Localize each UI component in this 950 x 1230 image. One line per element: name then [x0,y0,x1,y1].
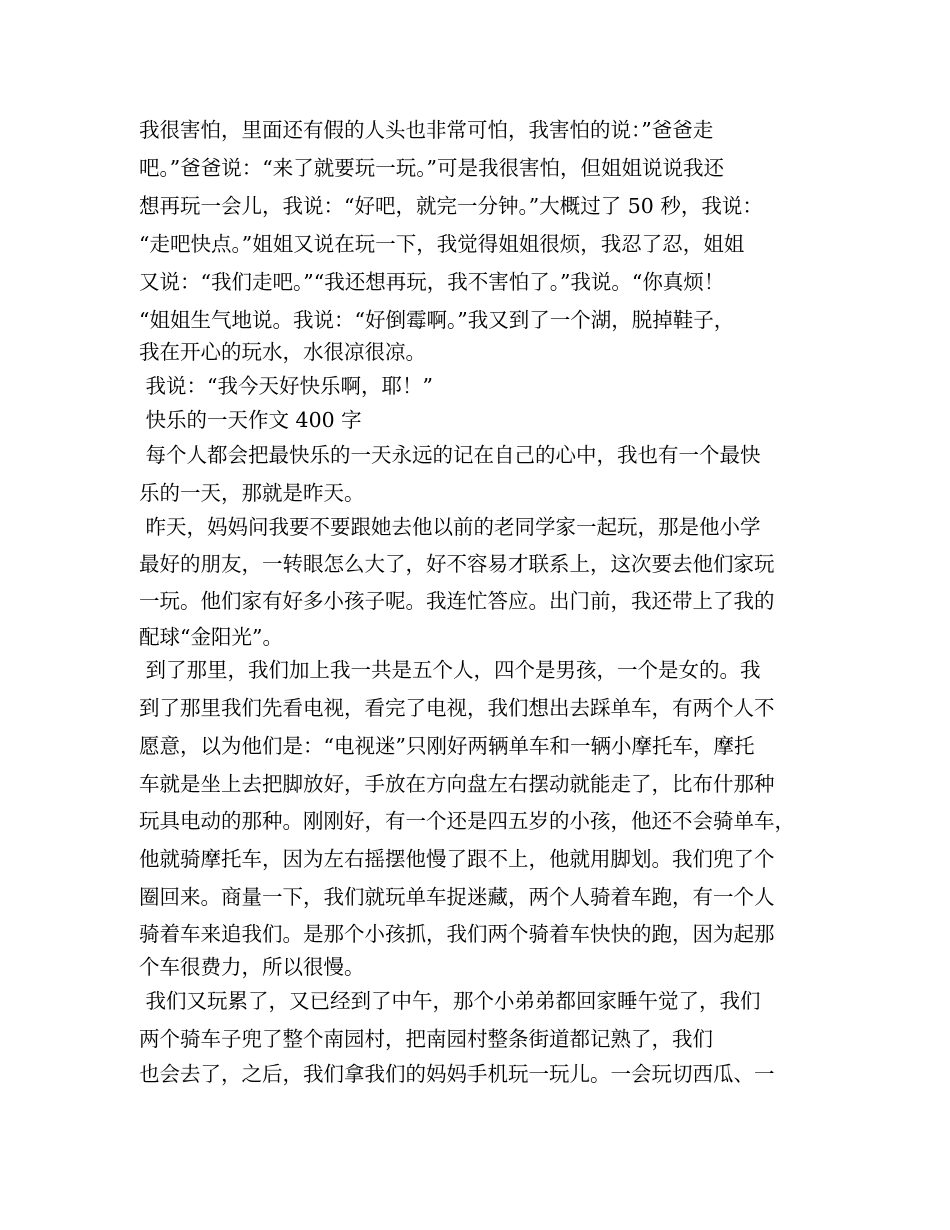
text-line: 玩具电动的那种。刚刚好，有一个还是四五岁的小孩，他还不会骑单车， [139,809,795,833]
text-line: 他就骑摩托车，因为左右摇摆他慢了跟不上，他就用脚划。我们兜了个 [139,847,775,871]
text-line: 吧。”爸爸说：“来了就要玩一玩。”可是我很害怕，但姐姐说说我还 [139,156,724,180]
text-line: 我们又玩累了，又已经到了中午，那个小弟弟都回家睡午觉了，我们 [139,989,761,1013]
text-line: 我说：“我今天好快乐啊，耶！” [139,374,433,398]
text-line: 我在开心的玩水，水很凉很凉。 [139,340,426,364]
text-line: 愿意，以为他们是：“电视迷”只刚好两辆单车和一辆小摩托车，摩托 [139,734,755,758]
text-line: 一玩。他们家有好多小孩子呢。我连忙答应。出门前，我还带上了我的 [139,589,775,613]
text-line: 每个人都会把最快乐的一天永远的记在自己的心中，我也有一个最快 [139,443,761,467]
text-line: 到了那里我们先看电视，看完了电视，我们想出去踩单车，有两个人不 [139,696,775,720]
text-line: 又说：“我们走吧。”“我还想再玩，我不害怕了。”我说。“你真烦！ [139,270,725,294]
text-line: 车就是坐上去把脚放好，手放在方向盘左右摆动就能走了，比布什那种 [139,772,775,796]
text-line: 配球“金阳光”。 [139,625,283,649]
text-line: 想再玩一会儿，我说：“好吧，就完一分钟。”大概过了 50 秒，我说： [139,194,763,218]
text-line: 圈回来。商量一下，我们就玩单车捉迷藏，两个人骑着车跑，有一个人 [139,885,775,909]
text-line: “姐姐生气地说。我说：“好倒霉啊。”我又到了一个湖，脱掉鞋子， [139,308,735,332]
text-line: 昨天，妈妈问我要不要跟她去他以前的老同学家一起玩，那是他小学 [139,515,761,539]
text-line: 乐的一天，那就是昨天。 [139,481,365,505]
text-line: 最好的朋友，一转眼怎么大了，好不容易才联系上，这次要去他们家玩 [139,552,775,576]
text-line: 到了那里，我们加上我一共是五个人，四个是男孩，一个是女的。我 [139,658,761,682]
text-line: 两个骑车子兜了整个南园村，把南园村整条街道都记熟了，我们 [139,1027,713,1051]
section-heading: 快乐的一天作文 400 字 [139,408,362,432]
text-line: 个车很费力，所以很慢。 [139,955,365,979]
text-line: 我很害怕，里面还有假的人头也非常可怕，我害怕的说：”爸爸走 [139,118,714,142]
text-line: 也会去了，之后，我们拿我们的妈妈手机玩一玩儿。一会玩切西瓜、一 [139,1062,775,1086]
text-line: “走吧快点。”姐姐又说在玩一下，我觉得姐姐很烦，我忍了忍，姐姐 [139,232,745,256]
text-line: 骑着车来追我们。是那个小孩抓，我们两个骑着车快快的跑，因为起那 [139,922,775,946]
